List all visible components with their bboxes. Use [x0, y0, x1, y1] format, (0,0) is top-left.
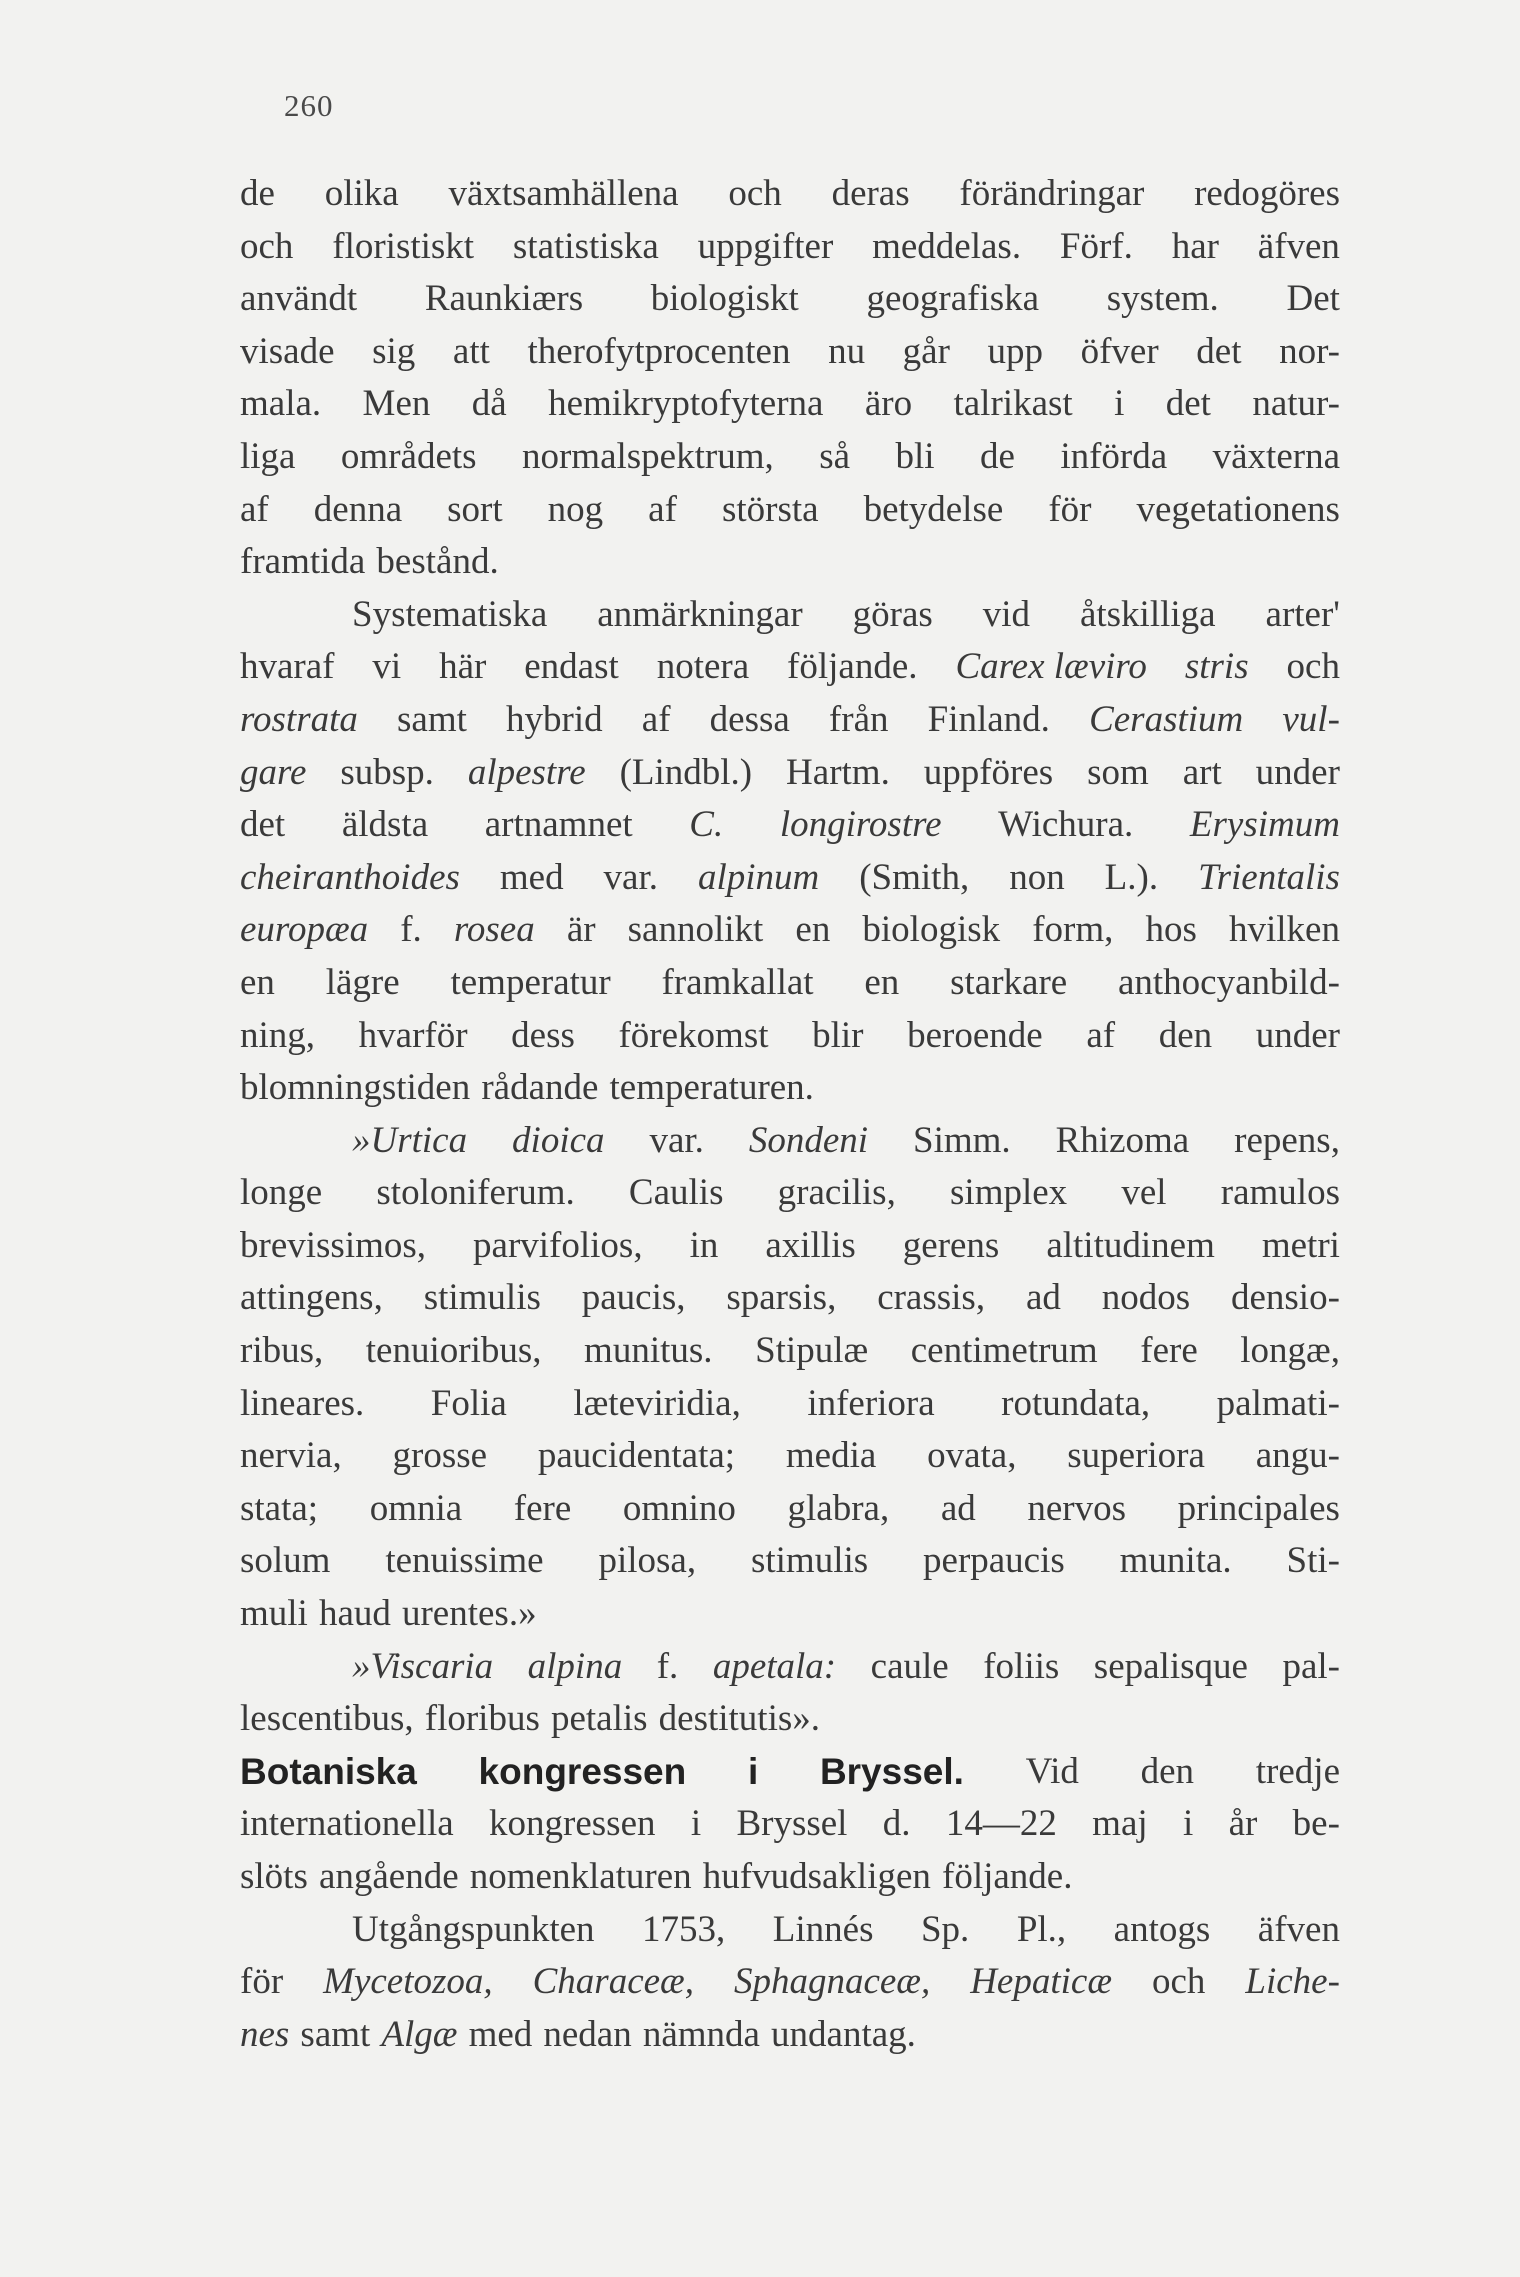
text-line — [240, 168, 1340, 221]
word: anmärkningar — [597, 593, 803, 635]
word: alpinum — [697, 856, 820, 898]
word: læteviridia, — [573, 1382, 741, 1424]
word: liga — [240, 435, 296, 477]
word: Sp. — [920, 1908, 970, 1950]
word: densio- — [1230, 1277, 1340, 1319]
word: vel — [1121, 1172, 1167, 1214]
word: grosse — [392, 1435, 488, 1477]
word: stimulis — [750, 1540, 869, 1582]
word: temperaturen. — [609, 1067, 814, 1109]
text-line — [240, 1851, 1340, 1904]
word: deras — [831, 173, 910, 214]
word: nor- — [1279, 330, 1340, 372]
word: under — [1255, 751, 1340, 793]
word: bli — [895, 435, 935, 477]
word: följande. — [942, 1856, 1073, 1897]
text-line — [240, 536, 1340, 589]
word: med — [468, 2013, 533, 2055]
word: hufvudsakligen — [702, 1856, 931, 1897]
word: lineares. — [240, 1382, 365, 1424]
text-line — [240, 1010, 1340, 1063]
word: Raunkiærs — [424, 278, 584, 320]
word: brevissimos, — [240, 1224, 427, 1266]
word: »Urtica — [352, 1119, 468, 1161]
word: pal- — [1282, 1645, 1340, 1687]
word: petalis — [550, 1698, 648, 1740]
word: fere — [513, 1487, 572, 1529]
word: stimulis — [423, 1277, 541, 1319]
word: nog — [547, 488, 604, 530]
word: therofytprocenten — [527, 330, 791, 372]
word: den — [1158, 1014, 1213, 1056]
word: europæa — [240, 909, 369, 951]
word: Carex læviro — [955, 646, 1147, 688]
word: ad — [1025, 1277, 1061, 1319]
text-line — [240, 589, 1340, 642]
word: f. — [400, 909, 422, 951]
word: L.). — [1104, 856, 1159, 898]
word: Erysimum — [1189, 804, 1340, 846]
word: (Lindbl.) — [619, 751, 753, 793]
word: »Viscaria — [352, 1645, 494, 1687]
word: altitudinem — [1046, 1224, 1215, 1266]
word: d. — [882, 1803, 911, 1845]
word: apetala: — [712, 1645, 837, 1687]
word: pilosa, — [598, 1540, 697, 1582]
text-line — [240, 378, 1340, 431]
word: C. — [689, 804, 724, 846]
word: äldsta — [341, 804, 429, 846]
word: och — [1286, 646, 1340, 688]
word: Hepaticæ — [970, 1961, 1113, 2003]
word: nu — [828, 330, 866, 372]
word: Characeæ, — [532, 1961, 694, 2003]
text-line — [240, 1641, 1340, 1694]
word: nervos — [1027, 1487, 1126, 1529]
word: metri — [1261, 1224, 1340, 1266]
word: de — [979, 435, 1015, 477]
word: alpina — [527, 1645, 623, 1687]
word: angående — [318, 1856, 459, 1897]
word: år — [1228, 1803, 1258, 1845]
text-line — [240, 1483, 1340, 1536]
text-line — [240, 2009, 1340, 2062]
word: en — [864, 961, 900, 1003]
word: från — [828, 698, 889, 740]
word: endast — [524, 646, 619, 688]
text-line — [240, 221, 1340, 274]
word: hvaraf — [240, 646, 335, 688]
word: i — [1182, 1803, 1194, 1845]
word: biologiskt — [650, 278, 799, 320]
word: antogs — [1113, 1908, 1211, 1950]
word: användt — [240, 278, 358, 320]
word: paucis, — [581, 1277, 686, 1319]
text-line — [240, 1430, 1340, 1483]
word: crassis, — [877, 1277, 986, 1319]
word: så — [819, 435, 851, 477]
word: nomenklaturen — [469, 1856, 692, 1897]
word: framtida — [240, 541, 366, 583]
word: biologisk — [862, 909, 1001, 951]
word: paucidentata; — [537, 1435, 736, 1477]
word: mala. — [240, 383, 322, 425]
word: omnino — [622, 1487, 736, 1529]
word: öfver — [1080, 330, 1159, 372]
word: blir — [812, 1014, 864, 1056]
word: blomningstiden — [240, 1067, 471, 1109]
word: af — [648, 488, 677, 530]
text-line — [240, 484, 1340, 537]
word: fere — [1140, 1330, 1198, 1372]
word: Algæ — [381, 2013, 458, 2055]
word: sort — [447, 488, 503, 530]
word: största — [721, 488, 819, 530]
word: anthocyanbild- — [1117, 961, 1340, 1003]
word: Botaniska — [240, 1750, 417, 1792]
word: för — [1048, 488, 1092, 530]
word: in — [689, 1224, 719, 1266]
word: media — [785, 1435, 877, 1477]
text-line — [240, 1062, 1340, 1115]
word: urentes.» — [401, 1593, 537, 1635]
text-line — [240, 1325, 1340, 1378]
word: i — [747, 1750, 759, 1792]
word: de — [240, 173, 275, 214]
word: af — [641, 698, 671, 740]
word: system. — [1106, 278, 1219, 320]
text-line — [240, 1798, 1340, 1851]
word: omnia — [369, 1487, 463, 1529]
word: sannolikt — [627, 909, 764, 951]
page-number: 260 — [284, 88, 334, 123]
word: rådande — [481, 1067, 599, 1109]
word: Trientalis — [1198, 856, 1340, 898]
word: bestånd. — [376, 541, 499, 583]
word: Sphagnaceæ, — [733, 1961, 931, 2003]
word: samt — [397, 698, 467, 740]
word: Förf. — [1059, 225, 1133, 267]
text-line — [240, 1378, 1340, 1431]
word: den — [1140, 1750, 1195, 1792]
word: Sondeni — [748, 1119, 869, 1161]
word: foliis — [983, 1645, 1060, 1687]
word: subsp. — [340, 751, 434, 793]
word: Bryssel — [736, 1803, 848, 1845]
word: går — [902, 330, 950, 372]
word: 14—22 — [945, 1803, 1057, 1845]
word: Wichura. — [998, 804, 1134, 846]
word: ribus, — [240, 1330, 324, 1372]
text-line — [240, 904, 1340, 957]
word: samt — [300, 2013, 371, 2055]
word: under — [1255, 1014, 1340, 1056]
word: floribus — [424, 1698, 540, 1740]
text-line — [240, 1956, 1340, 2009]
word: longirostre — [779, 804, 942, 846]
word: solum — [240, 1540, 331, 1582]
word: non — [1009, 856, 1065, 898]
word: visade — [240, 330, 335, 372]
word: simplex — [950, 1172, 1068, 1214]
word: Simm. — [913, 1119, 1011, 1161]
word: floristiskt — [332, 225, 475, 267]
word: rostrata — [240, 698, 358, 740]
word: Liche- — [1245, 1961, 1340, 2003]
word: Men — [362, 383, 431, 425]
word: och — [728, 173, 782, 214]
word: nodos — [1101, 1277, 1191, 1319]
word: lescentibus, — [240, 1698, 414, 1740]
text-line — [240, 1904, 1340, 1957]
word: som — [1087, 751, 1149, 793]
word: vi — [372, 646, 402, 688]
word: beroende — [907, 1014, 1043, 1056]
word: uppföres — [923, 751, 1054, 793]
word: Caulis — [628, 1172, 724, 1214]
text-line — [240, 852, 1340, 905]
word: med — [499, 856, 564, 898]
word: kongressen — [489, 1803, 656, 1845]
text-line — [240, 1693, 1340, 1746]
word: Cerastium — [1089, 698, 1244, 740]
word: upp — [987, 330, 1044, 372]
word: ad — [940, 1487, 976, 1529]
word: gracilis, — [777, 1172, 896, 1214]
word: superiora — [1067, 1435, 1205, 1477]
text-line — [240, 799, 1340, 852]
word: rotundata, — [1001, 1382, 1151, 1424]
word: är — [566, 909, 596, 951]
word: starkare — [950, 961, 1068, 1003]
word: kongressen — [478, 1750, 687, 1792]
word: äro — [864, 383, 913, 425]
word: en — [795, 909, 831, 951]
word: centimetrum — [910, 1330, 1098, 1372]
word: tenuioribus, — [365, 1330, 542, 1372]
word: tredje — [1255, 1750, 1340, 1792]
word: stris — [1184, 646, 1249, 688]
word: (Smith, — [859, 856, 970, 898]
word: Systematiska — [352, 593, 548, 635]
word: åtskilliga — [1079, 593, 1216, 635]
word: angu- — [1255, 1435, 1340, 1477]
word: växterna — [1212, 435, 1340, 477]
word: tenuissime — [385, 1540, 544, 1582]
word: Hartm. — [786, 751, 890, 793]
word: gerens — [902, 1224, 1000, 1266]
text-line — [240, 1535, 1340, 1588]
word: ning, — [240, 1014, 316, 1056]
word: artnamnet — [484, 804, 633, 846]
word: longe — [240, 1172, 323, 1214]
text-line — [240, 1588, 1340, 1641]
text-line — [240, 694, 1340, 747]
word: hvarför — [358, 1014, 468, 1056]
word: destitutis». — [658, 1698, 821, 1740]
word: sig — [372, 330, 416, 372]
word: var. — [649, 1119, 704, 1161]
body-text — [240, 168, 1340, 2061]
word: det — [1165, 383, 1211, 425]
word: temperatur — [450, 961, 611, 1003]
word: det — [240, 804, 286, 846]
word: muli — [240, 1593, 308, 1635]
word: nämnda — [642, 2013, 760, 2055]
word: nervia, — [240, 1435, 342, 1477]
word: notera — [656, 646, 750, 688]
word: Det — [1286, 278, 1340, 320]
word: hos — [1145, 909, 1197, 951]
word: Bryssel. — [819, 1750, 964, 1792]
word: parvifolios, — [473, 1224, 643, 1266]
word: haud — [318, 1593, 391, 1635]
word: geografiska — [866, 278, 1040, 320]
word: har — [1171, 225, 1219, 267]
word: longæ, — [1240, 1330, 1340, 1372]
word: lägre — [325, 961, 400, 1003]
word: olika — [324, 173, 399, 214]
text-line — [240, 1272, 1340, 1325]
word: cheiranthoides — [240, 856, 460, 898]
word: var. — [603, 856, 658, 898]
word: maj — [1092, 1803, 1148, 1845]
word: natur- — [1252, 383, 1340, 425]
word: sepalisque — [1093, 1645, 1248, 1687]
text-line — [240, 641, 1340, 694]
word: palmati- — [1216, 1382, 1340, 1424]
word: glabra, — [787, 1487, 890, 1529]
word: repens, — [1234, 1119, 1340, 1161]
text-line — [240, 747, 1340, 800]
word: nedan — [543, 2013, 632, 2055]
word: en — [240, 961, 275, 1003]
word: Folia — [430, 1382, 507, 1424]
text-line — [240, 1115, 1340, 1168]
text-line — [240, 1746, 1340, 1799]
word: stoloniferum. — [376, 1172, 575, 1214]
word: dessa — [709, 698, 790, 740]
word: att — [452, 330, 490, 372]
word: framkallat — [661, 961, 814, 1003]
word: göras — [852, 593, 933, 635]
word: ramulos — [1220, 1172, 1340, 1214]
word: förekomst — [618, 1014, 769, 1056]
word: Rhizoma — [1055, 1119, 1190, 1161]
word: meddelas. — [872, 225, 1022, 267]
word: hybrid — [506, 698, 603, 740]
word: stata; — [240, 1487, 319, 1529]
word: f. — [656, 1645, 679, 1687]
word: områdets — [340, 435, 477, 477]
word: slöts — [240, 1856, 308, 1897]
word: form, — [1032, 909, 1114, 951]
text-line — [240, 1220, 1340, 1273]
word: Pl., — [1016, 1908, 1067, 1950]
word: axillis — [765, 1224, 856, 1266]
word: växtsamhällena — [448, 173, 679, 214]
word: be- — [1292, 1803, 1340, 1845]
word: vegetationens — [1136, 488, 1340, 530]
word: sparsis, — [726, 1277, 837, 1319]
word: Utgångspunkten — [352, 1908, 595, 1950]
word: normalspektrum, — [521, 435, 774, 477]
word: af — [1086, 1014, 1116, 1056]
text-line — [240, 431, 1340, 484]
text-line — [240, 273, 1340, 326]
word: denna — [313, 488, 403, 530]
word: i — [1114, 383, 1125, 425]
word: nes — [240, 2013, 290, 2055]
word: redogöres — [1194, 173, 1340, 214]
word: munitus. — [584, 1330, 713, 1372]
word: Mycetozoa, — [323, 1961, 493, 2003]
word: dioica — [512, 1119, 605, 1161]
word: principales — [1177, 1487, 1340, 1529]
word: arter' — [1265, 593, 1340, 635]
word: munita. — [1119, 1540, 1232, 1582]
word: äfven — [1257, 225, 1340, 267]
word: i — [690, 1803, 702, 1845]
word: vul- — [1282, 698, 1340, 740]
word: Sti- — [1286, 1540, 1340, 1582]
word: och — [240, 225, 294, 267]
word: art — [1182, 751, 1222, 793]
word: här — [439, 646, 487, 688]
word: internationella — [240, 1803, 454, 1845]
word: undantag. — [771, 2013, 916, 2055]
word: Finland. — [927, 698, 1050, 740]
word: caule — [870, 1645, 949, 1687]
word: gare — [240, 751, 307, 793]
word: dess — [511, 1014, 575, 1056]
word: alpestre — [467, 751, 586, 793]
word: inferiora — [807, 1382, 935, 1424]
word: perpaucis — [923, 1540, 1065, 1582]
word: betydelse — [863, 488, 1004, 530]
text-line — [240, 957, 1340, 1010]
word: uppgifter — [697, 225, 834, 267]
word: det — [1196, 330, 1242, 372]
word: Stipulæ — [755, 1330, 869, 1372]
word: följande. — [787, 646, 918, 688]
word: attingens, — [240, 1277, 383, 1319]
word: äfven — [1257, 1908, 1340, 1950]
word: rosea — [453, 909, 535, 951]
word: talrikast — [953, 383, 1073, 425]
word: Vid — [1025, 1750, 1079, 1792]
word: 1753, — [642, 1908, 726, 1950]
word: hvilken — [1228, 909, 1340, 951]
word: vid — [982, 593, 1030, 635]
text-line — [240, 1167, 1340, 1220]
word: förändringar — [959, 173, 1145, 214]
word: införda — [1060, 435, 1168, 477]
word: ovata, — [927, 1435, 1017, 1477]
text-line — [240, 326, 1340, 379]
word: för — [240, 1961, 284, 2003]
word: och — [1151, 1961, 1206, 2003]
word: Linnés — [772, 1908, 874, 1950]
word: hemikryptofyterna — [548, 383, 824, 425]
word: af — [240, 488, 269, 530]
word: statistiska — [512, 225, 659, 267]
word: då — [471, 383, 507, 425]
